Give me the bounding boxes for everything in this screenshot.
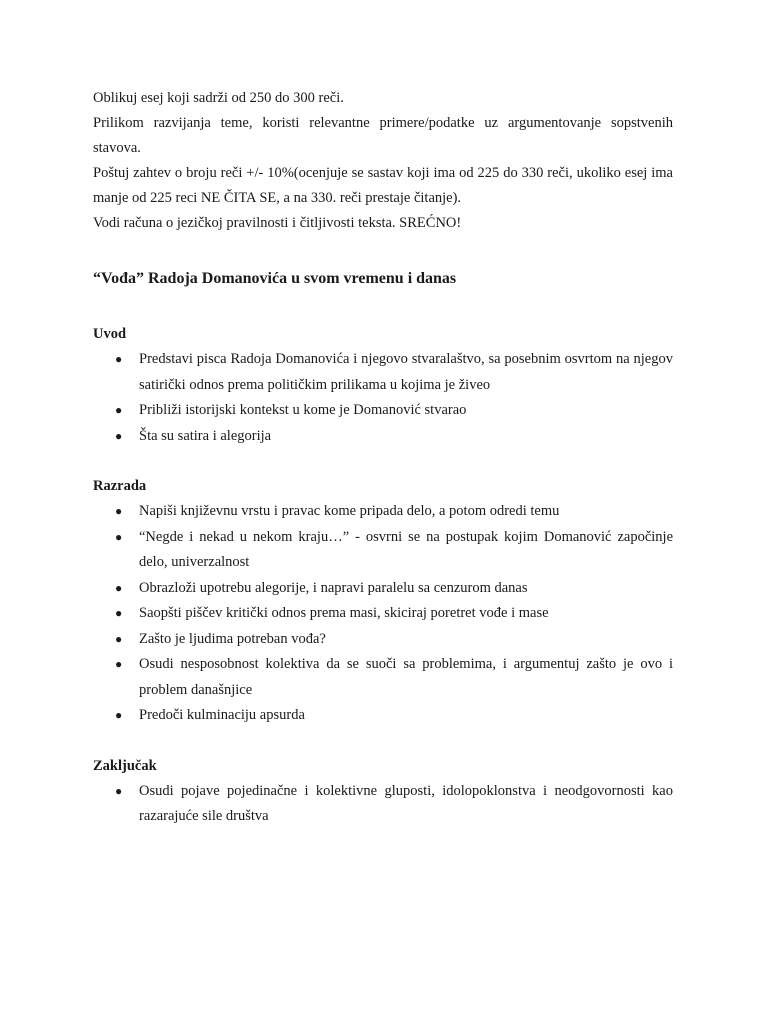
list-item [93,652,673,703]
bullet-icon: ● [115,783,123,798]
bullet-icon: ● [115,657,123,671]
bullet-icon: ● [115,403,123,417]
section-uvod [93,322,673,449]
bullet-icon: ● [115,428,123,443]
list-item [93,601,673,627]
list-item [93,424,673,450]
list-item-text: Obrazloži upotrebu alegorije, i napravi paralelu sa cenzurom danas [139,579,528,596]
list-item-text: Predstavi pisca Radoja Domanovića i njegovo stvaralaštvo, sa posebnim osvrtom na njegov satirički odnos prema političkim prilikama u kojima je živeo [139,351,673,393]
bullet-list-zakljucak [93,779,673,830]
list-item [93,627,673,653]
bullet-list-uvod [93,347,673,449]
section-heading-razrada: Razrada [93,478,147,494]
list-item-text: “Negde i nekad u nekom kraju…” - osvrni se na postupak kojim Domanović započinje delo, univerzalnost [139,528,673,570]
instruction-examples: Prilikom razvijanja teme, koristi relevantne primere/podatke uz argumentovanje sopstvenih stavova. [93,115,673,156]
bullet-icon: ● [115,606,123,620]
bullet-icon: ● [115,352,123,366]
list-item-text: Osudi pojave pojedinačne i kolektivne gluposti, idolopoklonstva i neodgovornosti kao razarajuće sile društva [139,782,673,824]
list-item-text: Približi istorijski kontekst u kome je Domanović stvarao [139,402,467,418]
list-item [93,525,673,576]
list-item-text: Predoči kulminaciju apsurda [139,707,305,723]
bullet-icon: ● [115,580,123,595]
list-item [93,576,673,602]
instruction-tolerance: Poštuj zahtev o broju reči +/- 10%(ocenjuje se sastav koji ima od 225 do 330 reči, ukoliko esej ima manje od 225 reci NE ČITA SE, a na 330. reči prestaje čitanje). [93,165,673,206]
list-item-text: Napiši književnu vrstu i pravac kome pripada delo, a potom odredi temu [139,503,560,519]
instructions-block [93,86,673,236]
list-item-text: Osudi nesposobnost kolektiva da se suoči sa problemima, i argumentuj zašto je ovo i problem današnjice [139,656,673,698]
list-item [93,499,673,525]
section-zakljucak [93,754,673,830]
instruction-language: Vodi računa o jezičkoj pravilnosti i čitljivosti teksta. SREĆNO! [93,215,462,231]
bullet-icon: ● [115,504,123,518]
list-item [93,703,673,729]
bullet-icon: ● [115,708,123,722]
list-item [93,347,673,398]
section-razrada [93,474,673,729]
instruction-word-count: Oblikuj esej koji sadrži od 250 do 300 reči. [93,90,344,106]
list-item-text: Zašto je ljudima potreban vođa? [139,630,326,647]
list-item-text: Saopšti piščev kritički odnos prema masi, skiciraj poretret vođe i mase [139,605,549,621]
section-heading-zakljucak: Zaključak [93,757,157,774]
list-item-text: Šta su satira i alegorija [139,427,272,444]
list-item [93,779,673,830]
bullet-icon: ● [115,529,123,544]
section-heading-uvod: Uvod [93,326,127,342]
list-item [93,398,673,424]
bullet-list-razrada [93,499,673,729]
essay-title: “Vođa” Radoja Domanovića u svom vremenu i danas [93,270,457,287]
bullet-icon: ● [115,631,123,646]
